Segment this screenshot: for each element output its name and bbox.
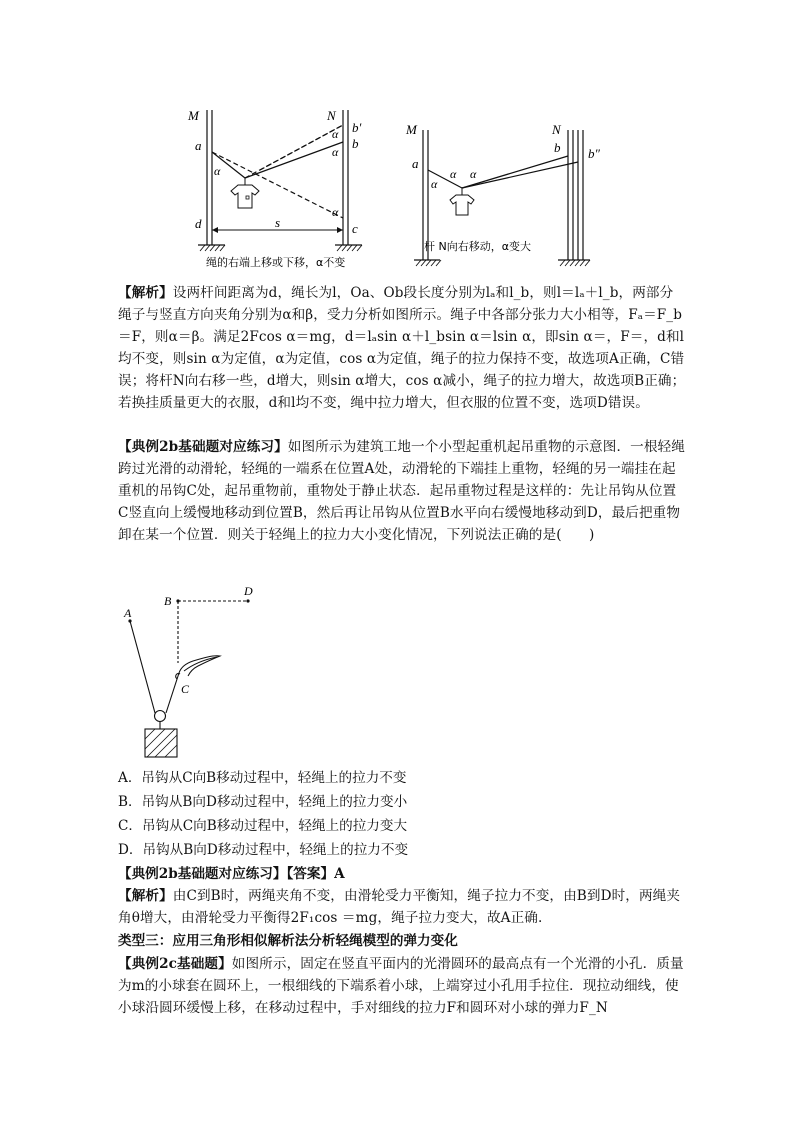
analysis-1-tag: 【解析】 <box>118 285 173 301</box>
crane-label-B: B <box>164 594 172 608</box>
example-2b-tag: 【典例2b基础题对应练习】 <box>118 439 288 455</box>
option-c[interactable]: C．吊钩从C向B移动过程中，轻绳上的拉力变大 <box>118 818 408 834</box>
right-label-N: N <box>552 122 561 137</box>
left-alpha-1: α <box>214 164 221 178</box>
answer-line <box>118 863 345 885</box>
analysis-2-tag: 【解析】 <box>118 888 173 904</box>
option-a[interactable]: A．吊钩从C向B移动过程中，轻绳上的拉力不变 <box>118 770 407 786</box>
right-label-a: a <box>412 156 419 171</box>
right-label-M: M <box>406 122 417 137</box>
example-2b-text: 如图所示为建筑工地一个小型起重机起吊重物的示意图．一根轻绳跨过光滑的动滑轮，轻绳的一端系在位置A处，动滑轮的下端挂上重物，轻绳的另一端挂在起重机的吊钩C处，起吊重物前，重物处于静止状态．起吊重物过程是这样的：先让吊钩从位置C竖直向上缓慢地移动到位置B，然后再让吊钩从位置B水平向右缓慢地移动到D，最后把重物卸在某一个位置．则关于轻绳上的拉力大小变化情况，下列说法正确的是( ) <box>118 439 685 543</box>
right-alpha-2: α <box>450 167 457 181</box>
crane-label-C: C <box>181 682 190 696</box>
analysis-2 <box>118 885 686 929</box>
example-2b <box>118 436 686 546</box>
crane-label-D: D <box>244 584 253 598</box>
right-label-bpp: b″ <box>588 146 600 161</box>
left-label-M: M <box>188 108 199 123</box>
right-caption: 杆 N向右移动，α变大 <box>424 240 531 253</box>
figure-crane <box>118 583 288 763</box>
left-caption: 绳的右端上移或下移，α不变 <box>206 256 346 269</box>
option-d[interactable]: D．吊钩从B向D移动过程中，轻绳上的拉力不变 <box>118 842 409 858</box>
answer-value: A <box>334 866 345 882</box>
right-alpha-3: α <box>470 167 477 181</box>
analysis-1-text: 设两杆间距离为d，绳长为l，Oa、Ob段长度分别为lₐ和l_b，则l＝lₐ＋l_b，两部分绳子与竖直方向夹角分别为α和β，受力分析如图所示。绳子中各部分张力大小相等，Fₐ＝F_b＝F，则α＝β。满足2Fcos α＝mg，d＝lₐsin α＋l_bsin α＝lsin α，即sin α＝，F＝，d和l均不变，则sin α为定值，α为定值，cos α为定值，绳子的拉力保持不变，故选项A正确，C错误；将杆N向右移一些，d增大，则sin α增大，cos α减小，绳子的拉力增大，故选项B正确；若换挂质量更大的衣服，d和l均不变，绳中拉力增大，但衣服的位置不变，选项D错误。 <box>118 285 686 411</box>
analysis-1 <box>118 282 686 414</box>
option-b[interactable]: B．吊钩从B向D移动过程中，轻绳上的拉力变小 <box>118 794 408 810</box>
left-label-c: c <box>352 221 358 236</box>
type-3-heading: 类型三：应用三角形相似解析法分析轻绳模型的弹力变化 <box>118 933 458 949</box>
left-alpha-4: α <box>332 205 339 219</box>
left-label-bp: b′ <box>352 120 362 135</box>
left-label-b: b <box>352 136 359 151</box>
left-alpha-2: α <box>332 127 339 141</box>
figure-clothesline <box>180 100 620 275</box>
left-alpha-3: α <box>332 145 339 159</box>
left-label-s: s <box>275 215 281 230</box>
answer-tag: 【典例2b基础题对应练习】【答案】 <box>118 866 335 882</box>
example-2c-text: 如图所示，固定在竖直平面内的光滑圆环的最高点有一个光滑的小孔．质量为m的小球套在圆环上，一根细线的下端系着小球，上端穿过小孔用手拉住．现拉动细线，使小球沿圆环缓慢上移，在移动过程中，手对细线的拉力F和圆环对小球的弹力F_N <box>118 956 684 1016</box>
left-label-d: d <box>195 216 202 231</box>
left-label-N: N <box>327 108 336 123</box>
right-alpha-1: α <box>431 177 438 191</box>
example-2c-tag: 【典例2c基础题】 <box>118 956 232 972</box>
example-2c <box>118 953 686 1019</box>
analysis-2-text: 由C到B时，两绳夹角不变，由滑轮受力平衡知，绳子拉力不变，由B到D时，两绳夹角θ增大，由滑轮受力平衡得2F₁cos ＝mg，绳子拉力变大，故A正确. <box>118 888 681 926</box>
crane-label-A: A <box>124 606 132 620</box>
right-label-b: b <box>554 140 561 155</box>
left-label-a: a <box>195 138 202 153</box>
